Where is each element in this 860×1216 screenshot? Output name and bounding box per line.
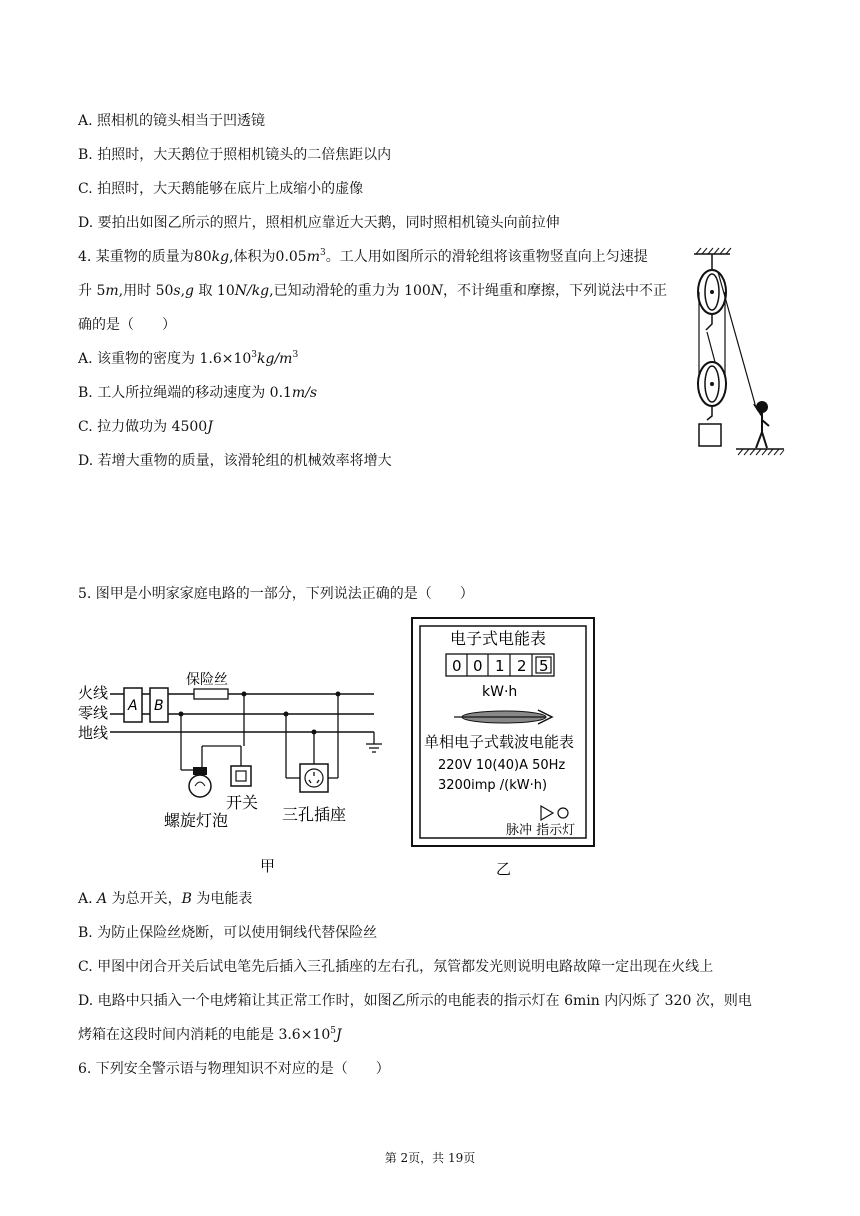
- figure-a-caption: 甲: [260, 857, 276, 875]
- socket-label: 三孔插座: [282, 805, 347, 824]
- meter-unit: kW·h: [482, 684, 518, 700]
- three-hole-socket-icon: [300, 764, 328, 792]
- meter-name: 单相电子式载波电能表: [424, 733, 575, 751]
- fixed-pulley: [698, 270, 726, 314]
- movable-pulley: [698, 362, 726, 406]
- q3-option-b: B. 拍照时，大天鹅位于照相机镜头的二倍焦距以内: [78, 147, 392, 163]
- switch-label: 开关: [226, 793, 259, 812]
- fuse: [194, 689, 228, 699]
- live-wire-label: 火线: [78, 684, 109, 702]
- load-block: [699, 424, 721, 446]
- meter-digit-2: 0: [473, 657, 483, 675]
- energy-meter-figure: [408, 616, 608, 878]
- q4-option-b: B. 工人所拉绳端的移动速度为 0.1m/s: [78, 385, 318, 401]
- q4-option-c: C. 拉力做功为 4500J: [78, 419, 213, 435]
- q4-stem-line1: 4. 某重物的质量为80kg,体积为$0.05m^3$。工人用如图所示的滑轮组将该重物竖直向上匀速提: [78, 248, 648, 265]
- q3-option-a: A. 照相机的镜头相当于凹透镜: [78, 113, 266, 129]
- ground-icon: [366, 732, 382, 752]
- q4-stem-line3: 确的是（ ）: [78, 317, 176, 333]
- q5-option-d-line1: D. 电路中只插入一个电烤箱让其正常工作时，如图乙所示的电能表的指示灯在 6min 内闪烁了 320 次，则电: [78, 993, 752, 1009]
- indicator-label: 脉冲 指示灯: [506, 823, 576, 838]
- switch-icon: [231, 766, 251, 786]
- bulb-icon: [189, 767, 211, 797]
- circuit-diagram: [76, 660, 396, 880]
- page-footer: 第 2页，共 19页: [384, 1151, 476, 1165]
- meter-digit-4: 2: [517, 657, 527, 675]
- q5-option-a: A. A 为总开关，B 为电能表: [78, 891, 253, 907]
- q4-stem-line2: 升 5m,用时 50s,g 取 10N/kg,已知动滑轮的重力为 100N，不计绳重和摩擦，下列说法中不正: [78, 283, 668, 299]
- meter-spec-2: 3200imp /(kW·h): [438, 778, 548, 793]
- meter-digit-1: 0: [452, 657, 462, 675]
- bulb-label: 螺旋灯泡: [164, 811, 229, 830]
- meter-title: 电子式电能表: [450, 629, 547, 648]
- meter-digit-3: 1: [495, 657, 505, 675]
- worker-figure: [754, 402, 769, 448]
- q5-stem: 5. 图甲是小明家家庭电路的一部分，下列说法正确的是（ ）: [78, 586, 474, 602]
- meter-spec-1: 220V 10(40)A 50Hz: [438, 758, 566, 773]
- svg-text:A: A: [128, 698, 138, 714]
- q5-option-b: B. 为防止保险丝烧断，可以使用铜线代替保险丝: [78, 925, 378, 941]
- fuse-label: 保险丝: [186, 672, 228, 688]
- q6-stem: 6. 下列安全警示语与物理知识不对应的是（ ）: [78, 1061, 390, 1077]
- q5-option-d-line2: 烤箱在这段时间内消耗的电能是 $3.6\times 10^5J$: [78, 1026, 342, 1043]
- q5-option-c: C. 甲图中闭合开关后试电笔先后插入三孔插座的左右孔，氖管都发光则说明电路故障一定出现在火线上: [78, 959, 714, 975]
- q3-option-d: D. 要拍出如图乙所示的照片，照相机应靠近大天鹅，同时照相机镜头向前拉伸: [78, 215, 560, 231]
- q3-option-c: C. 拍照时，大天鹅能够在底片上成缩小的虚像: [78, 181, 364, 197]
- q4-option-a: A. 该重物的密度为 $1.6\times 10^3kg/m^3$: [78, 350, 299, 367]
- pulley-figure: [680, 244, 790, 456]
- svg-text:B: B: [154, 698, 164, 714]
- meter-reading: [446, 654, 554, 676]
- ground-wire-label: 地线: [78, 724, 109, 742]
- q4-option-d: D. 若增大重物的质量，该滑轮组的机械效率将增大: [78, 453, 392, 469]
- figure-b-caption: 乙: [496, 860, 512, 878]
- meter-digit-5: 5: [539, 657, 549, 675]
- neutral-wire-label: 零线: [78, 704, 109, 722]
